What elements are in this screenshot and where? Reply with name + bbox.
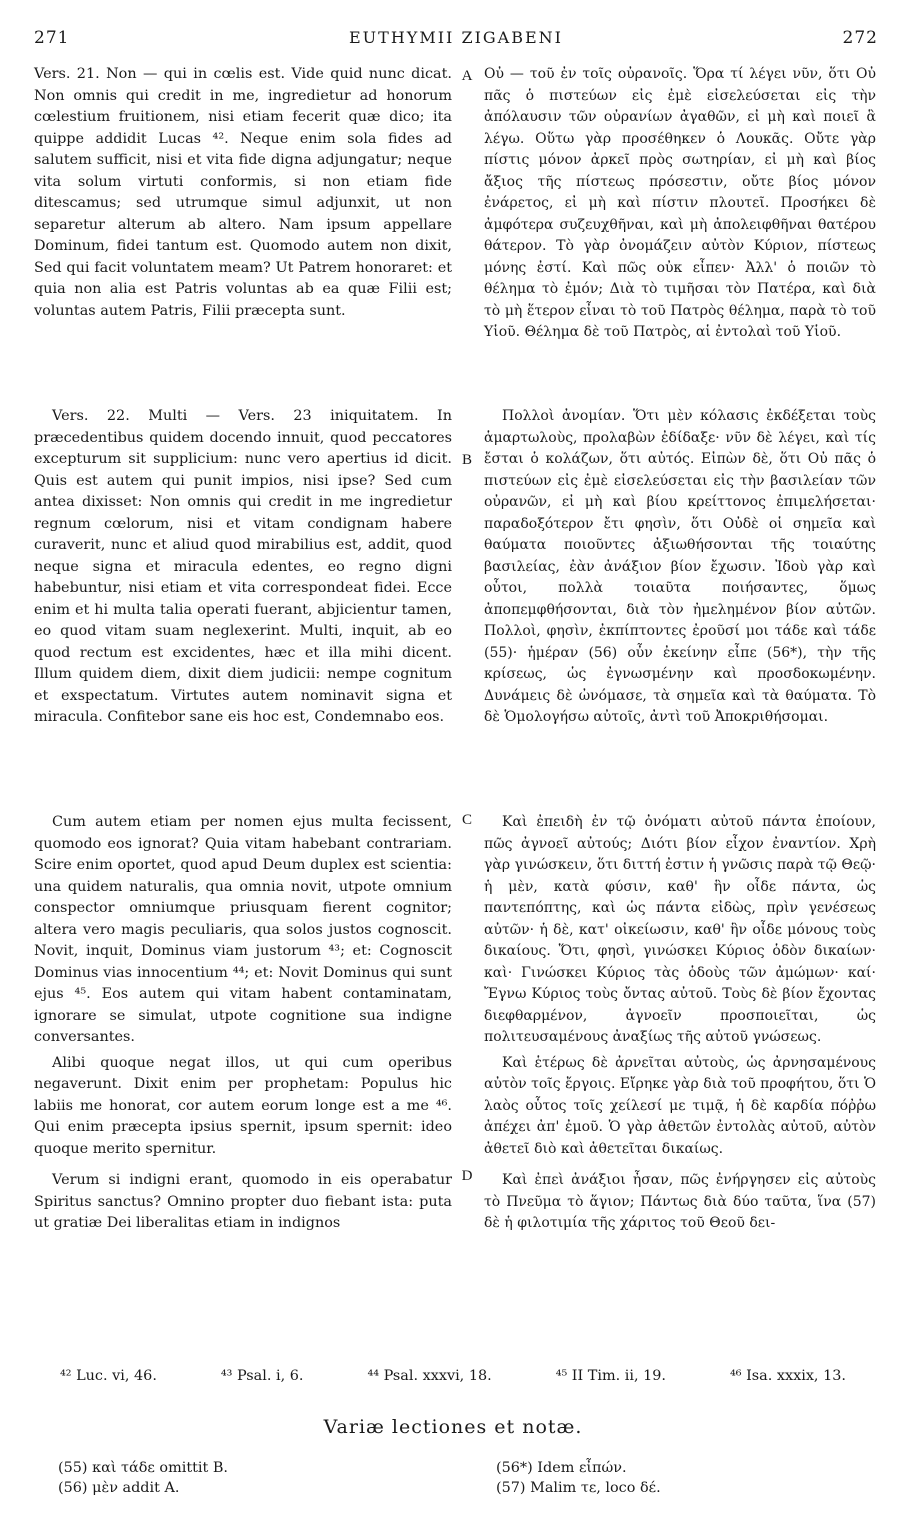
variae-left xyxy=(58,1458,458,1498)
latin-paragraph: Vers. 22. Multi — Vers. 23 iniquitatem. In præcedentibus quidem docendo innuit, quod peccatores excepturum sit supplicium: nunc vero apertius id dicit. Quis est autem qui punit impios, nisi ipse? Sed cum antea dixisset: Non omnis qui credit in me ingredietur regnum cœlorum, nisi et vitam condignam habere curaverit, nunc et aliud quod mirabilius est, addit, quod neque signa et miracula edentes, eo regno digni habebuntur, nisi etiam et vita correspondeat fidei. Ecce enim et hi multa talia operati fuerant, abjicientur tamen, eo quod vitam suam neglexerint. Multi, inquit, ab eo quod rectum est excidentes, hæc et illa mihi dicent. Illum quidem diem, dixit diem judicii: nempe cognitum et exspectatum. Virtutes autem nominavit signa et miracula. Confitebor sane eis hoc est, Condemnabo eos. xyxy=(34,408,452,725)
section-marker-c: C xyxy=(461,812,472,828)
scripture-references xyxy=(60,1368,846,1384)
latin-paragraph: Alibi quoque negat illos, ut qui cum operibus negaverunt. Dixit enim per prophetam: Populus hic labiis me honorat, cor autem eorum longe est a me ⁴⁶. Qui enim præcepta ipsius spernit, ipsum spernit: ideo quoque merito spernitur. xyxy=(34,1054,452,1157)
latin-paragraph: Vers. 21. Non — qui in cœlis est. Vide quid nunc dicat. Non omnis qui credit in me, ingredietur ad honorum cœlestium fruitionem, nisi etiam fecerit quæ dico; ita quippe addidit Lucas ⁴². Neque enim sola fides ad salutem sufficit, nisi et vita fide digna adjungatur; neque vita solum virtuti conformis, si non etiam fide ditescamus; sed utrumque simul adjunxit, ut non separetur alterum ab altero. Nam ipsum appellare Dominum, fidei tantum est. Quomodo autem non dixit, Sed qui facit voluntatem meam? Ut Patrem honoraret: et quia non alia est Patris voluntas ab ea quæ Filii est; voluntas autem Patris, Filii præcepta sunt. xyxy=(34,66,452,319)
footnote-ref: ⁴⁵ II Tim. ii, 19. xyxy=(555,1368,666,1384)
running-title: EUTHYMII ZIGABENI xyxy=(349,28,563,47)
greek-paragraph: Καὶ ἑτέρως δὲ ἀρνεῖται αὐτοὺς, ὡς ἀρνησαμένους αὐτὸν τοῖς ἔργοις. Εἴρηκε γὰρ διὰ τοῦ προφήτου, ὅτι Ὁ λαὸς οὗτος τοῖς χείλεσί με τιμᾷ, ἡ δὲ καρδία πόῤῥω ἀπέχει ἀπ' ἐμοῦ. Ὁ γὰρ ἀθετῶν ἐντολὰς αὐτοῦ, αὐτὸν ἀθετεῖ διὸ καὶ ἀθετεῖται δικαίως. xyxy=(484,1054,876,1157)
latin-column-upper xyxy=(34,64,452,326)
running-header xyxy=(34,28,878,56)
latin-column-lower xyxy=(34,812,452,1239)
section-marker-b: B xyxy=(461,452,472,468)
footnote-ref: ⁴² Luc. vi, 46. xyxy=(60,1368,157,1384)
variant-note: (55) καὶ τάδε omittit B. xyxy=(58,1460,229,1476)
section-marker-d: D xyxy=(461,1168,473,1184)
greek-column-upper xyxy=(484,64,876,348)
greek-column-middle xyxy=(484,406,876,746)
greek-paragraph: Οὐ — τοῦ ἐν τοῖς οὐρανοῖς. Ὅρα τί λέγει νῦν, ὅτι Οὐ πᾶς ὁ πιστεύων εἰς ἐμὲ εἰσελεύσεται εἰς τὴν ἀπόλαυσιν τῶν οὐρανίων ἀγαθῶν, εἰ μὴ καὶ ποιεῖ ἃ λέγω. Οὕτω γὰρ προσέθηκεν ὁ Λουκᾶς. Οὔτε γὰρ πίστις μόνον ἀρκεῖ πρὸς σωτηρίαν, εἰ μὴ καὶ βίος ἄξιος τῆς πίστεως πρόσεστιν, οὔτε βίος μόνον ἐνάρετος, εἰ μὴ καὶ πίστιν πλουτεῖ. Προσήκει δὲ ἀμφότερα συζευχθῆναι, καὶ μὴ ἀπολειφθῆναι θατέρου θάτερον. Τὸ γὰρ ὀνομάζειν αὐτὸν Κύριον, πίστεως μόνης ἐστί. Καὶ πῶς οὐκ εἶπεν· Ἀλλ' ὁ ποιῶν τὸ θέλημα τὸ ἐμόν; Διὰ τὸ τιμῆσαι τὸν Πατέρα, καὶ διὰ τὸ μὴ ἕτερον εἶναι τὸ τοῦ Πατρὸς θέλημα, παρὰ τὸ τοῦ Υἱοῦ. Θέλημα δὲ τοῦ Πατρὸς, αἱ ἐντολαὶ τοῦ Υἱοῦ. xyxy=(484,66,876,340)
greek-paragraph: Καὶ ἐπεὶ ἀνάξιοι ἦσαν, πῶς ἐνήργησεν εἰς αὐτοὺς τὸ Πνεῦμα τὸ ἅγιον; Πάντως διὰ δύο ταῦτα, ἵνα (57) δὲ ἡ φιλοτιμία τῆς χάριτος τοῦ Θεοῦ δει- xyxy=(484,1172,876,1231)
variae-heading: Variæ lectiones et notæ. xyxy=(323,1416,583,1438)
latin-column-middle xyxy=(34,406,452,786)
greek-column-lower xyxy=(484,812,876,1239)
page-number-right: 272 xyxy=(842,28,878,48)
latin-paragraph: Verum si indigni erant, quomodo in eis operabatur Spiritus sanctus? Omnino propter duo fiebant ista: puta ut gratiæ Dei liberalitas etiam in indignos xyxy=(34,1172,452,1231)
page-number-left: 271 xyxy=(34,28,70,48)
variant-note: (56) μὲν addit A. xyxy=(58,1480,180,1496)
variant-note: (56*) Idem εἶπών. xyxy=(496,1460,627,1476)
greek-paragraph: Πολλοὶ ἀνομίαν. Ὅτι μὲν κόλασις ἐκδέξεται τοὺς ἁμαρτωλοὺς, προλαβὼν ἐδίδαξε· νῦν δὲ λέγει, καὶ τίς ἔσται ὁ κολάζων, ὅτι αὐτός. Εἰπὼν δὲ, ὅτι Οὐ πᾶς ὁ πιστεύων εἰς ἐμὲ εἰσελεύσεται εἰς τὴν βασιλείαν τῶν οὐρανῶν, εἰ μὴ καὶ βίου κρείττονος ἐπιμελήσεται· παραδοξότερον ἔτι φησὶν, ὅτι Οὐδὲ οἱ σημεῖα καὶ θαύματα ποιοῦντες ἀξιωθήσονται τῆς τοιαύτης βασιλείας, ἐὰν ἀνάξιον βίον ἔχωσιν. Ἰδοὺ γὰρ καὶ οὗτοι, πολλὰ τοιαῦτα ποιήσαντες, ὅμως ἀποπεμφθήσονται, διὰ τὸν ἠμελημένον βίον αὐτῶν. Πολλοὶ, φησὶν, ἐκπίπτοντες ἐροῦσί μοι τάδε καὶ τάδε (55)· ἡμέραν (56) οὖν ἐκείνην εἶπε (56*), τὴν τῆς κρίσεως, ὡς ἐγνωσμένην καὶ προσδοκωμένην. Δυνάμεις δὲ ὠνόμασε, τὰ σημεῖα καὶ τὰ θαύματα. Τὸ δὲ Ὁμολογήσω αὐτοῖς, ἀντὶ τοῦ Ἀποκριθήσομαι. xyxy=(484,408,876,725)
footnote-ref: ⁴³ Psal. i, 6. xyxy=(220,1368,304,1384)
footnote-ref: ⁴⁶ Isa. xxxix, 13. xyxy=(729,1368,846,1384)
section-marker-a: A xyxy=(461,68,473,84)
latin-paragraph: Cum autem etiam per nomen ejus multa fecissent, quomodo eos ignorat? Quia vitam habebant contrariam. Scire enim oportet, quod apud Deum duplex est scientia: una quidem naturalis, qua omnia novit, utpote omnium conspector omniumque priusquam fierent cognitor; altera vero magis peculiaris, qua solos justos cognoscit. Novit, inquit, Dominus viam justorum ⁴³; et: Cognoscit Dominus vias innocentium ⁴⁴; et: Novit Dominus qui sunt ejus ⁴⁵. Eos autem qui vitam habent contaminatam, ignorare se simulat, utpote cognitione sua indigne conversantes. xyxy=(34,814,452,1045)
variant-note: (57) Malim τε, loco δέ. xyxy=(496,1480,661,1496)
footnote-ref: ⁴⁴ Psal. xxxvi, 18. xyxy=(367,1368,492,1384)
variae-right xyxy=(496,1458,876,1498)
greek-paragraph: Καὶ ἐπειδὴ ἐν τῷ ὀνόματι αὐτοῦ πάντα ἐποίουν, πῶς ἀγνοεῖ αὐτούς; Διότι βίον εἶχον ἐναντίον. Χρὴ γὰρ γινώσκειν, ὅτι διττή ἐστιν ἡ γνῶσις παρὰ τῷ Θεῷ· ἡ μὲν, κατὰ φύσιν, καθ' ἣν οἶδε πάντα, ὡς παντεπόπτης, καὶ ὡς πάντα εἰδὼς, πρὶν γενέσεως αὐτῶν· ἡ δὲ, κατ' οἰκείωσιν, καθ' ἣν οἶδε μόνους τοὺς δικαίους. Ὅτι, φησὶ, γινώσκει Κύριος ὁδὸν δικαίων· καὶ· Γινώσκει Κύριος τὰς ὁδοὺς τῶν ἀμώμων· καί· Ἔγνω Κύριος τοὺς ὄντας αὐτοῦ. Τοὺς δὲ βίον ἔχοντας διεφθαρμένον, ἀγνοεῖν προσποιεῖται, ὡς πολιτευσαμένους ἀναξίως τῆς αὐτοῦ γνώσεως. xyxy=(484,814,876,1045)
